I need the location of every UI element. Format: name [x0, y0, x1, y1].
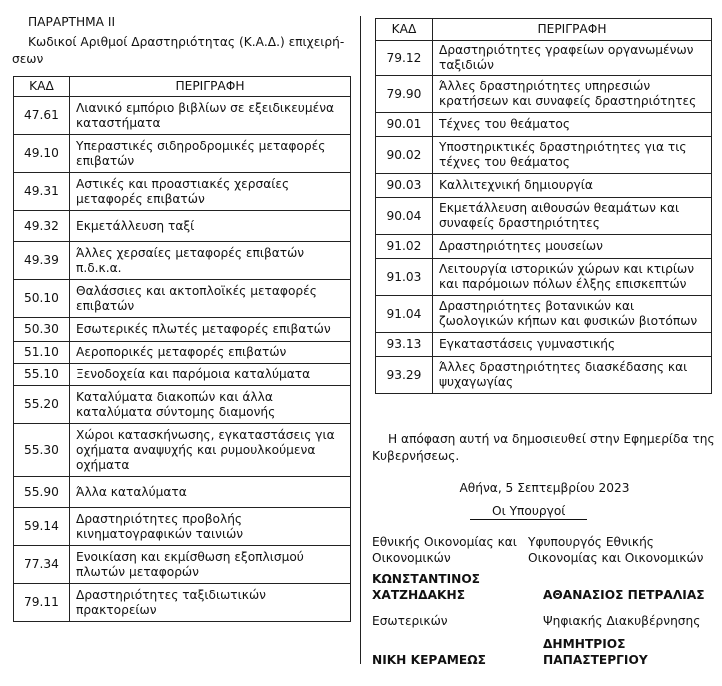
table-row — [14, 364, 351, 386]
table-row — [376, 333, 712, 357]
table-row — [376, 113, 712, 137]
kad-code: 49.32 — [14, 211, 70, 242]
table-row — [376, 76, 712, 113]
kad-description: Εσωτερικές πλωτές μεταφορές επιβατών — [70, 318, 351, 342]
kad-code: 91.03 — [376, 259, 433, 296]
kad-code: 49.31 — [14, 173, 70, 211]
kad-code: 59.14 — [14, 508, 70, 546]
kad-code: 90.03 — [376, 174, 433, 198]
table-row — [376, 296, 712, 333]
kad-code: 55.90 — [14, 477, 70, 508]
kad-description: Υπεραστικές σιδηροδρομικές μεταφορές επιβατών — [70, 135, 351, 173]
kad-code: 55.20 — [14, 386, 70, 424]
kad-code: 49.10 — [14, 135, 70, 173]
table-row — [14, 135, 351, 173]
table-row — [14, 242, 351, 280]
kad-table-left — [13, 76, 351, 622]
publication-note: Η απόφαση αυτή να δημοσιευθεί στην Εφημερίδα της Κυβερνήσεως. — [372, 432, 715, 463]
kad-description: Καταλύματα διακοπών και άλλα καταλύματα σύντομης διαμονής — [70, 386, 351, 424]
kad-description: Δραστηριότητες ταξιδιωτικών πρακτορείων — [70, 584, 351, 622]
table-row — [14, 318, 351, 342]
kad-description: Δραστηριότητες μουσείων — [433, 235, 712, 259]
header-description: ΠΕΡΙΓΡΑΦΗ — [70, 77, 351, 97]
kad-code: 77.34 — [14, 546, 70, 584]
kad-description: Άλλες δραστηριότητες διασκέδασης και ψυχαγωγίας — [433, 357, 712, 394]
table-row — [14, 280, 351, 318]
signatory-name-deputy: ΑΘΑΝΑΣΙΟΣ ΠΕΤΡΑΛΙΑΣ — [543, 588, 705, 602]
kad-description: Υποστηρικτικές δραστηριότητες για τις τέχνες του θεάματος — [433, 137, 712, 174]
kad-code: 91.04 — [376, 296, 433, 333]
kad-description: Εκμετάλλευση ταξί — [70, 211, 351, 242]
table-row — [14, 508, 351, 546]
kad-description: Ενοικίαση και εκμίσθωση εξοπλισμού πλωτών μεταφορών — [70, 546, 351, 584]
kad-description: Δραστηριότητες βοτανικών και ζωολογικών κήπων και φυσικών βιοτόπων — [433, 296, 712, 333]
kad-description: Εκμετάλλευση αιθουσών θεαμάτων και συναφείς δραστηριότητες — [433, 198, 712, 235]
kad-code: 55.10 — [14, 364, 70, 386]
column-divider — [360, 16, 361, 664]
header-code: ΚΑΔ — [376, 19, 433, 41]
header-description: ΠΕΡΙΓΡΑΦΗ — [433, 19, 712, 41]
signatory-title-finance: Εθνικής Οικονομίας και Οικονομικών — [372, 535, 517, 565]
kad-code: 90.04 — [376, 198, 433, 235]
table-row — [14, 477, 351, 508]
signatory-name-finance: ΚΩΝΣΤΑΝΤΙΝΟΣ ΧΑΤΖΗΔΑΚΗΣ — [372, 572, 481, 602]
kad-description: Ξενοδοχεία και παρόμοια καταλύματα — [70, 364, 351, 386]
table-row — [376, 174, 712, 198]
table-row — [14, 173, 351, 211]
kad-code: 91.02 — [376, 235, 433, 259]
kad-code: 49.39 — [14, 242, 70, 280]
table-row — [376, 259, 712, 296]
signatory-name-digital: ΔΗΜΗΤΡΙΟΣ ΠΑΠΑΣΤΕΡΓΙΟΥ — [543, 637, 648, 667]
table-row — [14, 97, 351, 135]
annex-subtitle: Κωδικοί Αριθμοί Δραστηριότητας (Κ.Α.Δ.) επιχειρή-σεων — [12, 35, 345, 66]
kad-code: 90.02 — [376, 137, 433, 174]
kad-description: Αεροπορικές μεταφορές επιβατών — [70, 342, 351, 364]
table-row — [14, 211, 351, 242]
signatory-title-interior: Εσωτερικών — [372, 614, 448, 628]
signatory-name-interior: ΝΙΚΗ ΚΕΡΑΜΕΩΣ — [372, 653, 486, 667]
kad-code: 50.10 — [14, 280, 70, 318]
table-row — [376, 198, 712, 235]
kad-description: Άλλα καταλύματα — [70, 477, 351, 508]
table-row — [14, 424, 351, 477]
kad-description: Καλλιτεχνική δημιουργία — [433, 174, 712, 198]
table-row — [14, 342, 351, 364]
kad-description: Αστικές και προαστιακές χερσαίες μεταφορές επιβατών — [70, 173, 351, 211]
kad-description: Εγκαταστάσεις γυμναστικής — [433, 333, 712, 357]
kad-code: 55.30 — [14, 424, 70, 477]
kad-rows-left — [14, 97, 351, 622]
kad-description: Λιανικό εμπόριο βιβλίων σε εξειδικευμένα καταστήματα — [70, 97, 351, 135]
ministers-heading-text: Οι Υπουργοί — [470, 504, 587, 520]
kad-code: 79.11 — [14, 584, 70, 622]
kad-code: 93.13 — [376, 333, 433, 357]
kad-code: 79.12 — [376, 41, 433, 76]
kad-rows-right — [376, 41, 712, 394]
kad-description: Άλλες χερσαίες μεταφορές επιβατών π.δ.κ.α. — [70, 242, 351, 280]
signatory-title-digital: Ψηφιακής Διακυβέρνησης — [543, 614, 701, 628]
kad-code: 47.61 — [14, 97, 70, 135]
kad-code: 79.90 — [376, 76, 433, 113]
annex-title: ΠΑΡΑΡΤΗΜΑ ΙΙ — [28, 15, 116, 29]
table-row — [376, 137, 712, 174]
kad-description: Δραστηριότητες γραφείων οργανωμένων ταξιδιών — [433, 41, 712, 76]
kad-description: Άλλες δραστηριότητες υπηρεσιών κρατήσεων και συναφείς δραστηριότητες — [433, 76, 712, 113]
kad-description: Τέχνες του θεάματος — [433, 113, 712, 137]
table-row — [14, 386, 351, 424]
kad-description: Δραστηριότητες προβολής κινηματογραφικών ταινιών — [70, 508, 351, 546]
kad-table-right — [375, 18, 712, 394]
table-row — [376, 357, 712, 394]
kad-code: 51.10 — [14, 342, 70, 364]
header-code: ΚΑΔ — [14, 77, 70, 97]
table-row — [376, 235, 712, 259]
signatory-title-deputy: Υφυπουργός Εθνικής Οικονομίας και Οικονομικών — [528, 535, 704, 565]
place-date: Αθήνα, 5 Σεπτεμβρίου 2023 — [459, 481, 630, 495]
kad-description: Λειτουργία ιστορικών χώρων και κτιρίων και παρόμοιων πόλων έλξης επισκεπτών — [433, 259, 712, 296]
table-row — [14, 584, 351, 622]
kad-description: Χώροι κατασκήνωσης, εγκαταστάσεις για οχήματα αναψυχής και ρυμουλκούμενα οχήματα — [70, 424, 351, 477]
ministers-heading — [470, 504, 587, 518]
table-row — [376, 41, 712, 76]
kad-description: Θαλάσσιες και ακτοπλοϊκές μεταφορές επιβατών — [70, 280, 351, 318]
table-row — [14, 546, 351, 584]
kad-code: 93.29 — [376, 357, 433, 394]
kad-code: 90.01 — [376, 113, 433, 137]
kad-code: 50.30 — [14, 318, 70, 342]
